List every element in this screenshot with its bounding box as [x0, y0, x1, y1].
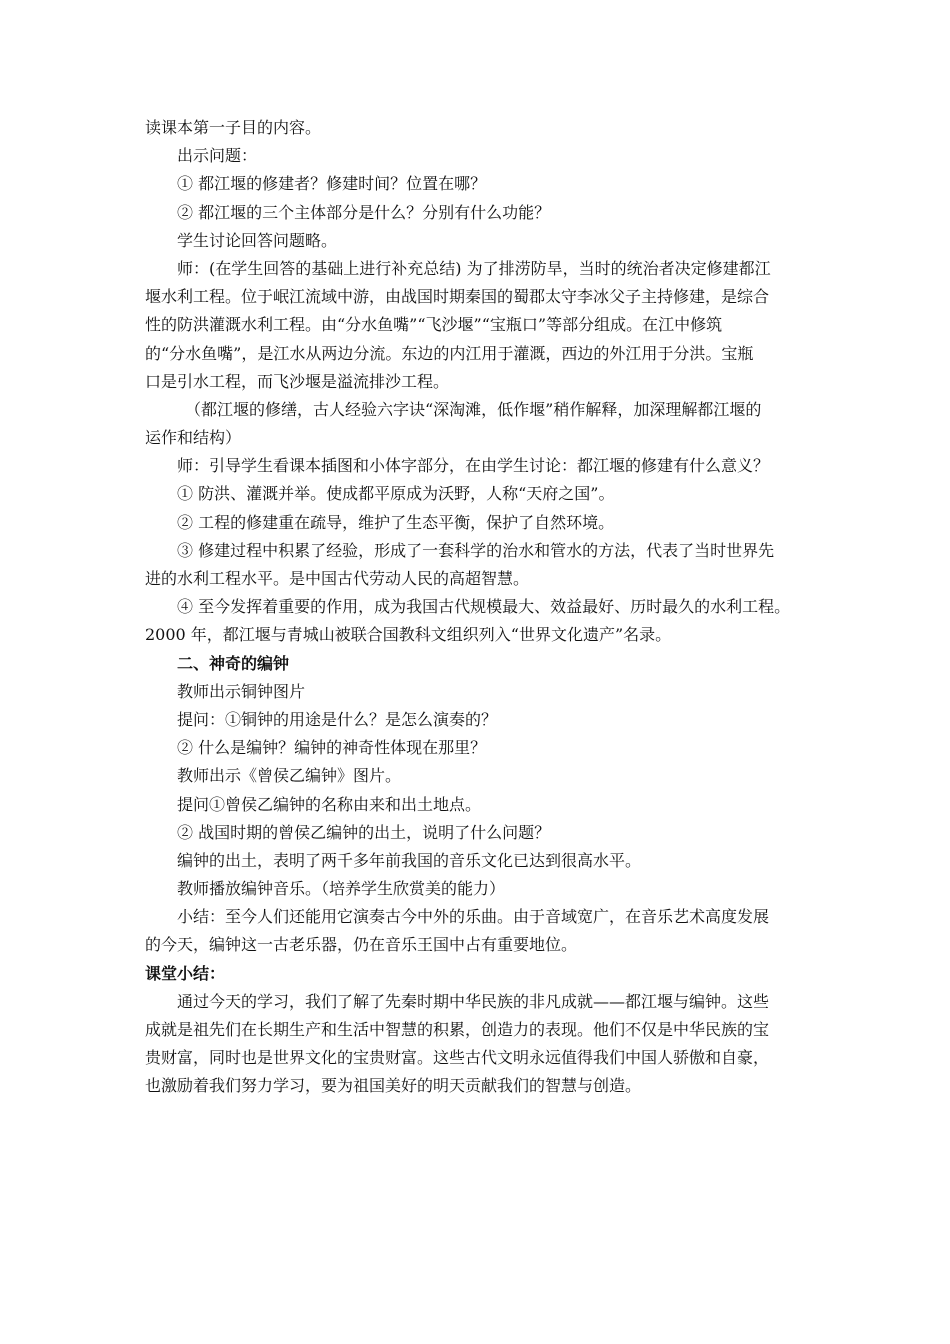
- text-line: 性的防洪灌溉水利工程。由“分水鱼嘴”“飞沙堰”“宝瓶口”等部分组成。在江中修筑: [145, 315, 723, 335]
- section-heading: 二、神奇的编钟: [177, 653, 290, 673]
- text-line: 编钟的出土，表明了两千多年前我国的音乐文化已达到很高水平。: [177, 850, 642, 870]
- text-line: 提问①曾侯乙编钟的名称由来和出土地点。: [177, 794, 482, 814]
- text-line: 通过今天的学习，我们了解了先秦时期中华民族的非凡成就——都江堰与编钟。这些: [177, 991, 770, 1011]
- text-line: 口是引水工程，而飞沙堰是溢流排沙工程。: [145, 371, 450, 391]
- list-item: ③ 修建过程中积累了经验，形成了一套科学的治水和管水的方法，代表了当时世界先: [177, 540, 775, 560]
- list-item: ① 防洪、灌溉并举。使成都平原成为沃野，人称“天府之国”。: [177, 484, 615, 504]
- list-item: ② 都江堰的三个主体部分是什么？分别有什么功能？: [177, 202, 551, 222]
- list-item: ② 工程的修建重在疏导，维护了生态平衡，保护了自然环境。: [177, 512, 615, 532]
- text-line: 进的水利工程水平。是中国古代劳动人民的高超智慧。: [145, 569, 530, 588]
- text-line: 贵财富，同时也是世界文化的宝贵财富。这些古代文明永远值得我们中国人骄傲和自豪，: [145, 1048, 770, 1068]
- text-line: 的今天，编钟这一古老乐器，仍在音乐王国中占有重要地位。: [145, 935, 578, 955]
- text-line: 师：(在学生回答的基础上进行补充总结) 为了排涝防旱，当时的统治者决定修建都江: [177, 258, 771, 278]
- text-line: 读课本第一子目的内容。: [145, 118, 322, 137]
- text-line: 教师播放编钟音乐。（培养学生欣赏美的能力）: [177, 879, 506, 899]
- text-line: 小结：至今人们还能用它演奏古今中外的乐曲。由于音域宽广，在音乐艺术高度发展: [177, 907, 770, 927]
- text-line: 教师出示铜钟图片: [177, 681, 306, 701]
- section-heading: 课堂小结：: [145, 963, 226, 983]
- text-line: 的“分水鱼嘴”，是江水从两边分流。东边的内江用于灌溉，西边的外江用于分洪。宝瓶: [145, 343, 754, 363]
- text-line: 2000 年，都江堰与青城山被联合国教科文组织列入“世界文化遗产”名录。: [145, 625, 672, 645]
- document-body: [145, 114, 815, 1101]
- text-line: 堰水利工程。位于岷江流域中游，由战国时期秦国的蜀郡太守李冰父子主持修建，是综合: [145, 287, 770, 307]
- list-item: ④ 至今发挥着重要的作用，成为我国古代规模最大、效益最好、历时最久的水利工程。: [177, 597, 791, 617]
- text-line: 成就是祖先们在长期生产和生活中智慧的积累，创造力的表现。他们不仅是中华民族的宝: [145, 1020, 770, 1039]
- text-line: 出示问题：: [177, 146, 258, 166]
- text-line: （都江堰的修缮，古人经验六字诀“深淘滩，低作堰”稍作解释，加深理解都江堰的: [185, 399, 762, 419]
- list-item: ② 什么是编钟？编钟的神奇性体现在那里？: [177, 738, 487, 758]
- text-line: 提问：①铜钟的用途是什么？是怎么演奏的？: [177, 709, 498, 729]
- text-line: 运作和结构）: [145, 428, 242, 448]
- text-line: 教师出示《曾侯乙编钟》图片。: [177, 766, 402, 786]
- list-item: ① 都江堰的修建者？修建时间？位置在哪？: [177, 174, 487, 194]
- text-line: 也激励着我们努力学习，要为祖国美好的明天贡献我们的智慧与创造。: [145, 1076, 642, 1096]
- text-line: 师：引导学生看课本插图和小体字部分，在由学生讨论：都江堰的修建有什么意义？: [177, 456, 770, 476]
- text-line: 学生讨论回答问题略。: [177, 230, 338, 250]
- list-item: ② 战国时期的曾侯乙编钟的出土，说明了什么问题？: [177, 822, 551, 842]
